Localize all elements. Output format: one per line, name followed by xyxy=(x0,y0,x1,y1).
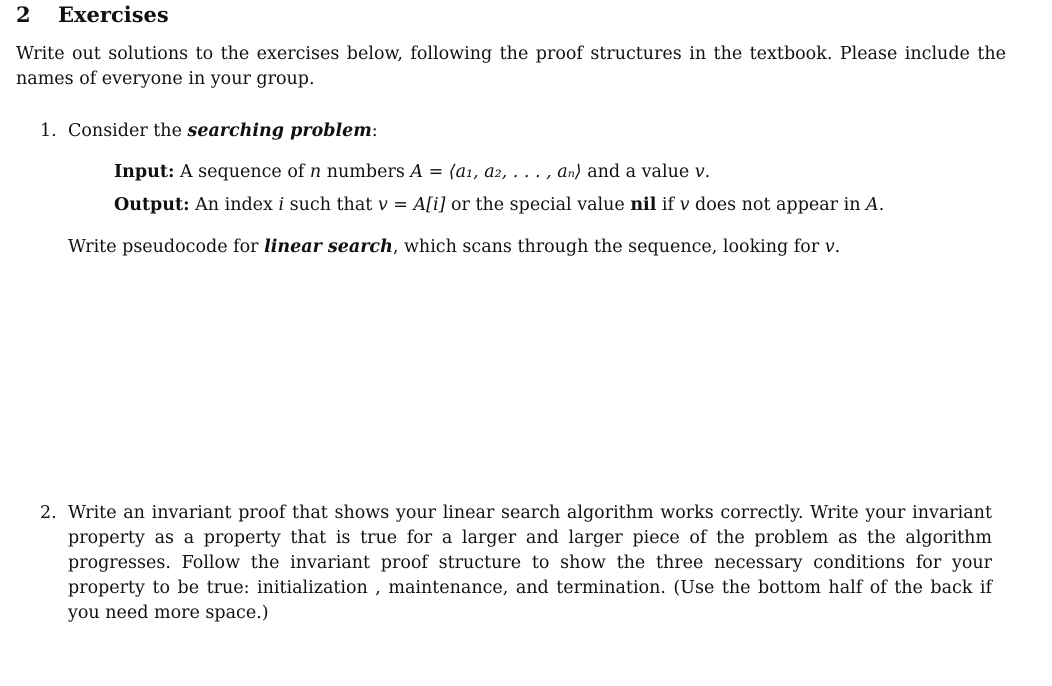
task-text: Write pseudocode for xyxy=(68,237,265,257)
input-label: Input: xyxy=(114,162,175,182)
exercise-1-task xyxy=(68,235,840,260)
input-text: A sequence of xyxy=(174,162,310,182)
output-text: does not appear in xyxy=(689,195,867,215)
exercise-1-label: 1. xyxy=(40,121,57,141)
searching-problem-term: searching problem xyxy=(187,121,372,141)
output-text: . xyxy=(878,195,885,215)
output-text: such that xyxy=(284,195,378,215)
linear-search-term: linear search xyxy=(264,237,393,257)
problem-input xyxy=(114,160,710,185)
exercise-1-lead xyxy=(68,119,992,144)
problem-output xyxy=(114,193,884,218)
math-i: i xyxy=(278,195,285,215)
section-number: 2 xyxy=(16,2,31,27)
lead-end: : xyxy=(371,121,378,141)
math-A: A xyxy=(866,195,879,215)
output-label: Output: xyxy=(114,195,190,215)
section-heading xyxy=(16,2,169,27)
output-text: An index xyxy=(189,195,279,215)
math-v: v xyxy=(824,237,835,257)
math-n: n xyxy=(309,162,322,182)
nil-keyword: nil xyxy=(630,195,657,215)
math-v: v xyxy=(679,195,690,215)
section-title: Exercises xyxy=(58,2,169,27)
lead-text: Consider the xyxy=(68,121,188,141)
math-equation: v = A[i] xyxy=(377,195,446,215)
output-text: if xyxy=(656,195,680,215)
output-text: or the special value xyxy=(445,195,631,215)
task-text: . xyxy=(834,237,841,257)
math-sequence: A = ⟨a₁, a₂, . . . , aₙ⟩ xyxy=(410,162,582,182)
math-v: v xyxy=(694,162,705,182)
intro-paragraph: Write out solutions to the exercises below, following the proof structures in the textbook. Please include the names of everyone in your group. xyxy=(16,44,1006,89)
task-text: , which scans through the sequence, looking for xyxy=(392,237,825,257)
exercise-2-text: Write an invariant proof that shows your linear search algorithm works correctly. Write your invariant property as a property that is true for a larger and larger piece of the problem as the algorithm progresses. Follow the invariant proof structure to show the three necessary conditions for your property to be true: initialization , maintenance, and termination. (Use the bottom half of the back if you need more space.) xyxy=(68,503,992,623)
input-text: . xyxy=(704,162,711,182)
exercise-2-label: 2. xyxy=(40,503,57,523)
input-text: and a value xyxy=(581,162,695,182)
input-text: numbers xyxy=(321,162,411,182)
